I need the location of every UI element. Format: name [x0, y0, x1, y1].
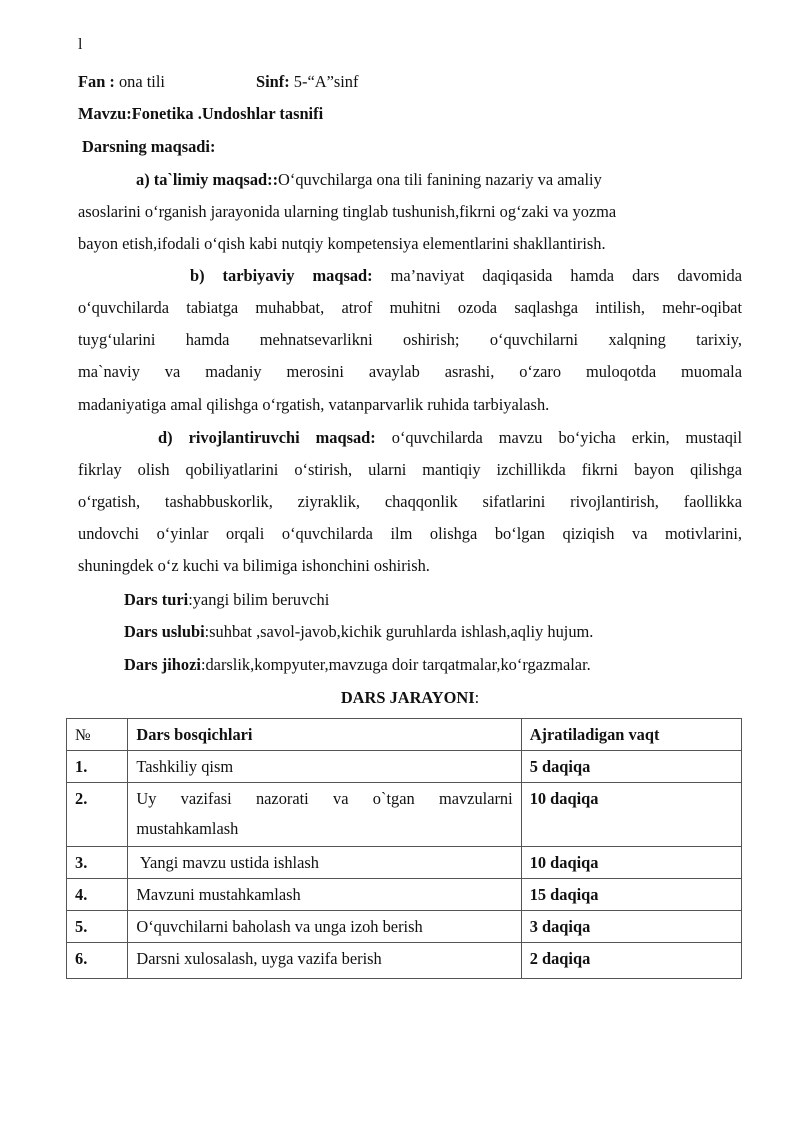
row-time [521, 783, 741, 847]
row-stage: Yangi mavzu ustida ishlash [128, 847, 521, 879]
header-stages-text: Dars bosqichlari [136, 725, 253, 744]
goal-d-text: o‘quvchilarda mavzu bo‘yicha erkin, mustaqil [375, 428, 743, 447]
page-number: l [78, 36, 83, 53]
dars-jihozi-line [124, 655, 788, 675]
goal-a-label: a) ta`limiy maqsad:: [136, 170, 279, 189]
jarayon-colon: : [474, 688, 480, 707]
goal-b-line-5: madaniyatiga amal qilishga o‘rgatish, vatanparvarlik ruhida tarbiyalash. [78, 395, 550, 414]
header-stages [128, 719, 521, 751]
goal-b-line-1 [190, 266, 742, 286]
row-time [521, 943, 741, 979]
goal-b-line-3: tuyg‘ularini hamda mehnatsevarlikni oshirish; o‘quvchilarni xalqning tarixiy, [78, 330, 742, 349]
row-number [67, 751, 128, 783]
row-number-text: 3. [75, 853, 88, 872]
sinf-group [256, 72, 358, 92]
table-row [67, 783, 742, 847]
lesson-plan-table [66, 718, 742, 979]
fan-value: ona tili [114, 72, 165, 91]
goal-d-label: d) rivojlantiruvchi maqsad: [158, 428, 376, 447]
header-time-text: Ajratiladigan vaqt [529, 725, 660, 744]
goal-d-line-2: fikrlay olish qobiliyatlarini o‘stirish, ularni mantiqiy izchillikda fikrni bayon qilishga [78, 460, 742, 479]
dars-jihozi-label: Dars jihozi [124, 655, 201, 674]
header-line [78, 72, 742, 92]
header-number: № [67, 719, 128, 751]
row-number [67, 943, 128, 979]
row-number [67, 783, 128, 847]
table-row [67, 751, 742, 783]
maqsad-heading-text: Darsning maqsadi: [82, 137, 216, 156]
fan-label: Fan : [78, 72, 115, 91]
sinf-value: 5-“A”sinf [289, 72, 359, 91]
goal-d-line-4: undovchi o‘yinlar orqali o‘quvchilarda ilm olishga bo‘lgan qiziqish va motivlarini, [78, 524, 742, 543]
goal-b-line-2: o‘quvchilarda tabiatga muhabbat, atrof muhitni ozoda saqlashga intilish, mehr-oqibat [78, 298, 742, 317]
dars-turi-line [124, 590, 788, 610]
maqsad-heading [82, 137, 746, 157]
row-number-text: 4. [75, 885, 88, 904]
row-stage: Tashkiliy qism [128, 751, 521, 783]
goal-b-line-4: ma`naviy va madaniy merosini avaylab asrashi, o‘zaro muloqotda muomala [78, 362, 742, 381]
dars-uslubi-label: Dars uslubi [124, 622, 205, 641]
jarayon-title: DARS JARAYONI [340, 688, 475, 707]
goal-d-line-5: shuningdek o‘z kuchi va bilimiga ishonchini oshirish. [78, 556, 430, 575]
row-number [67, 847, 128, 879]
goal-d-line-3: o‘rgatish, tashabbuskorlik, ziyraklik, chaqqonlik sifatlarini rivojlantirish, faollikka [78, 492, 742, 511]
row-stage-line-1: Uy vazifasi nazorati va o`tgan mavzularni [136, 789, 513, 808]
row-time-text: 3 daqiqa [529, 917, 591, 936]
row-stage: O‘quvchilarni baholash va unga izoh berish [128, 911, 521, 943]
mavzu-line [78, 104, 742, 124]
goal-b-text: ma’naviyat daqiqasida hamda dars davomida [372, 266, 742, 285]
row-number-text: 2. [75, 789, 88, 808]
row-number [67, 911, 128, 943]
row-time [521, 847, 741, 879]
header-time [521, 719, 741, 751]
row-number-text: 1. [75, 757, 88, 776]
row-stage-line-2: mustahkamlash [136, 819, 239, 838]
mavzu-title: Mavzu:Fonetika .Undoshlar tasnifi [78, 104, 324, 123]
row-time [521, 751, 741, 783]
row-number-text: 5. [75, 917, 88, 936]
row-time-text: 15 daqiqa [529, 885, 599, 904]
goal-a-text: O‘quvchilarga ona tili fanining nazariy va amaliy [278, 170, 602, 189]
row-time-text: 5 daqiqa [529, 757, 591, 776]
dars-jihozi-value: :darslik,kompyuter,mavzuga doir tarqatmalar,ko‘rgazmalar. [200, 655, 591, 674]
row-stage: Darsni xulosalash, uyga vazifa berish [128, 943, 521, 979]
row-time [521, 911, 741, 943]
dars-uslubi-value: :suhbat ,savol-javob,kichik guruhlarda ishlash,aqliy hujum. [204, 622, 594, 641]
dars-turi-label: Dars turi [124, 590, 189, 609]
row-stage [128, 783, 521, 847]
goal-b-label: b) tarbiyaviy maqsad: [190, 266, 373, 285]
jarayon-title-line [78, 688, 742, 708]
dars-turi-value: :yangi bilim beruvchi [188, 590, 330, 609]
table-row [67, 911, 742, 943]
table-row [67, 847, 742, 879]
goal-d-line-1 [158, 428, 742, 448]
row-number-text: 6. [75, 949, 88, 968]
goal-a-line-2: asoslarini o‘rganish jarayonida ularning tinglab tushunish,fikrni og‘zaki va yozma [78, 202, 617, 221]
sinf-label: Sinf: [256, 72, 290, 91]
row-time-text: 2 daqiqa [529, 949, 591, 968]
goal-a-line-3: bayon etish,ifodali o‘qish kabi nutqiy kompetensiya elementlarini shakllantirish. [78, 234, 606, 253]
row-time-text: 10 daqiqa [529, 789, 599, 808]
row-number [67, 879, 128, 911]
row-time-text: 10 daqiqa [529, 853, 599, 872]
table-header-row [67, 719, 742, 751]
row-stage: Mavzuni mustahkamlash [128, 879, 521, 911]
row-time [521, 879, 741, 911]
goal-a-line-1 [136, 170, 800, 190]
table-row [67, 879, 742, 911]
table-row [67, 943, 742, 979]
dars-uslubi-line [124, 622, 788, 642]
